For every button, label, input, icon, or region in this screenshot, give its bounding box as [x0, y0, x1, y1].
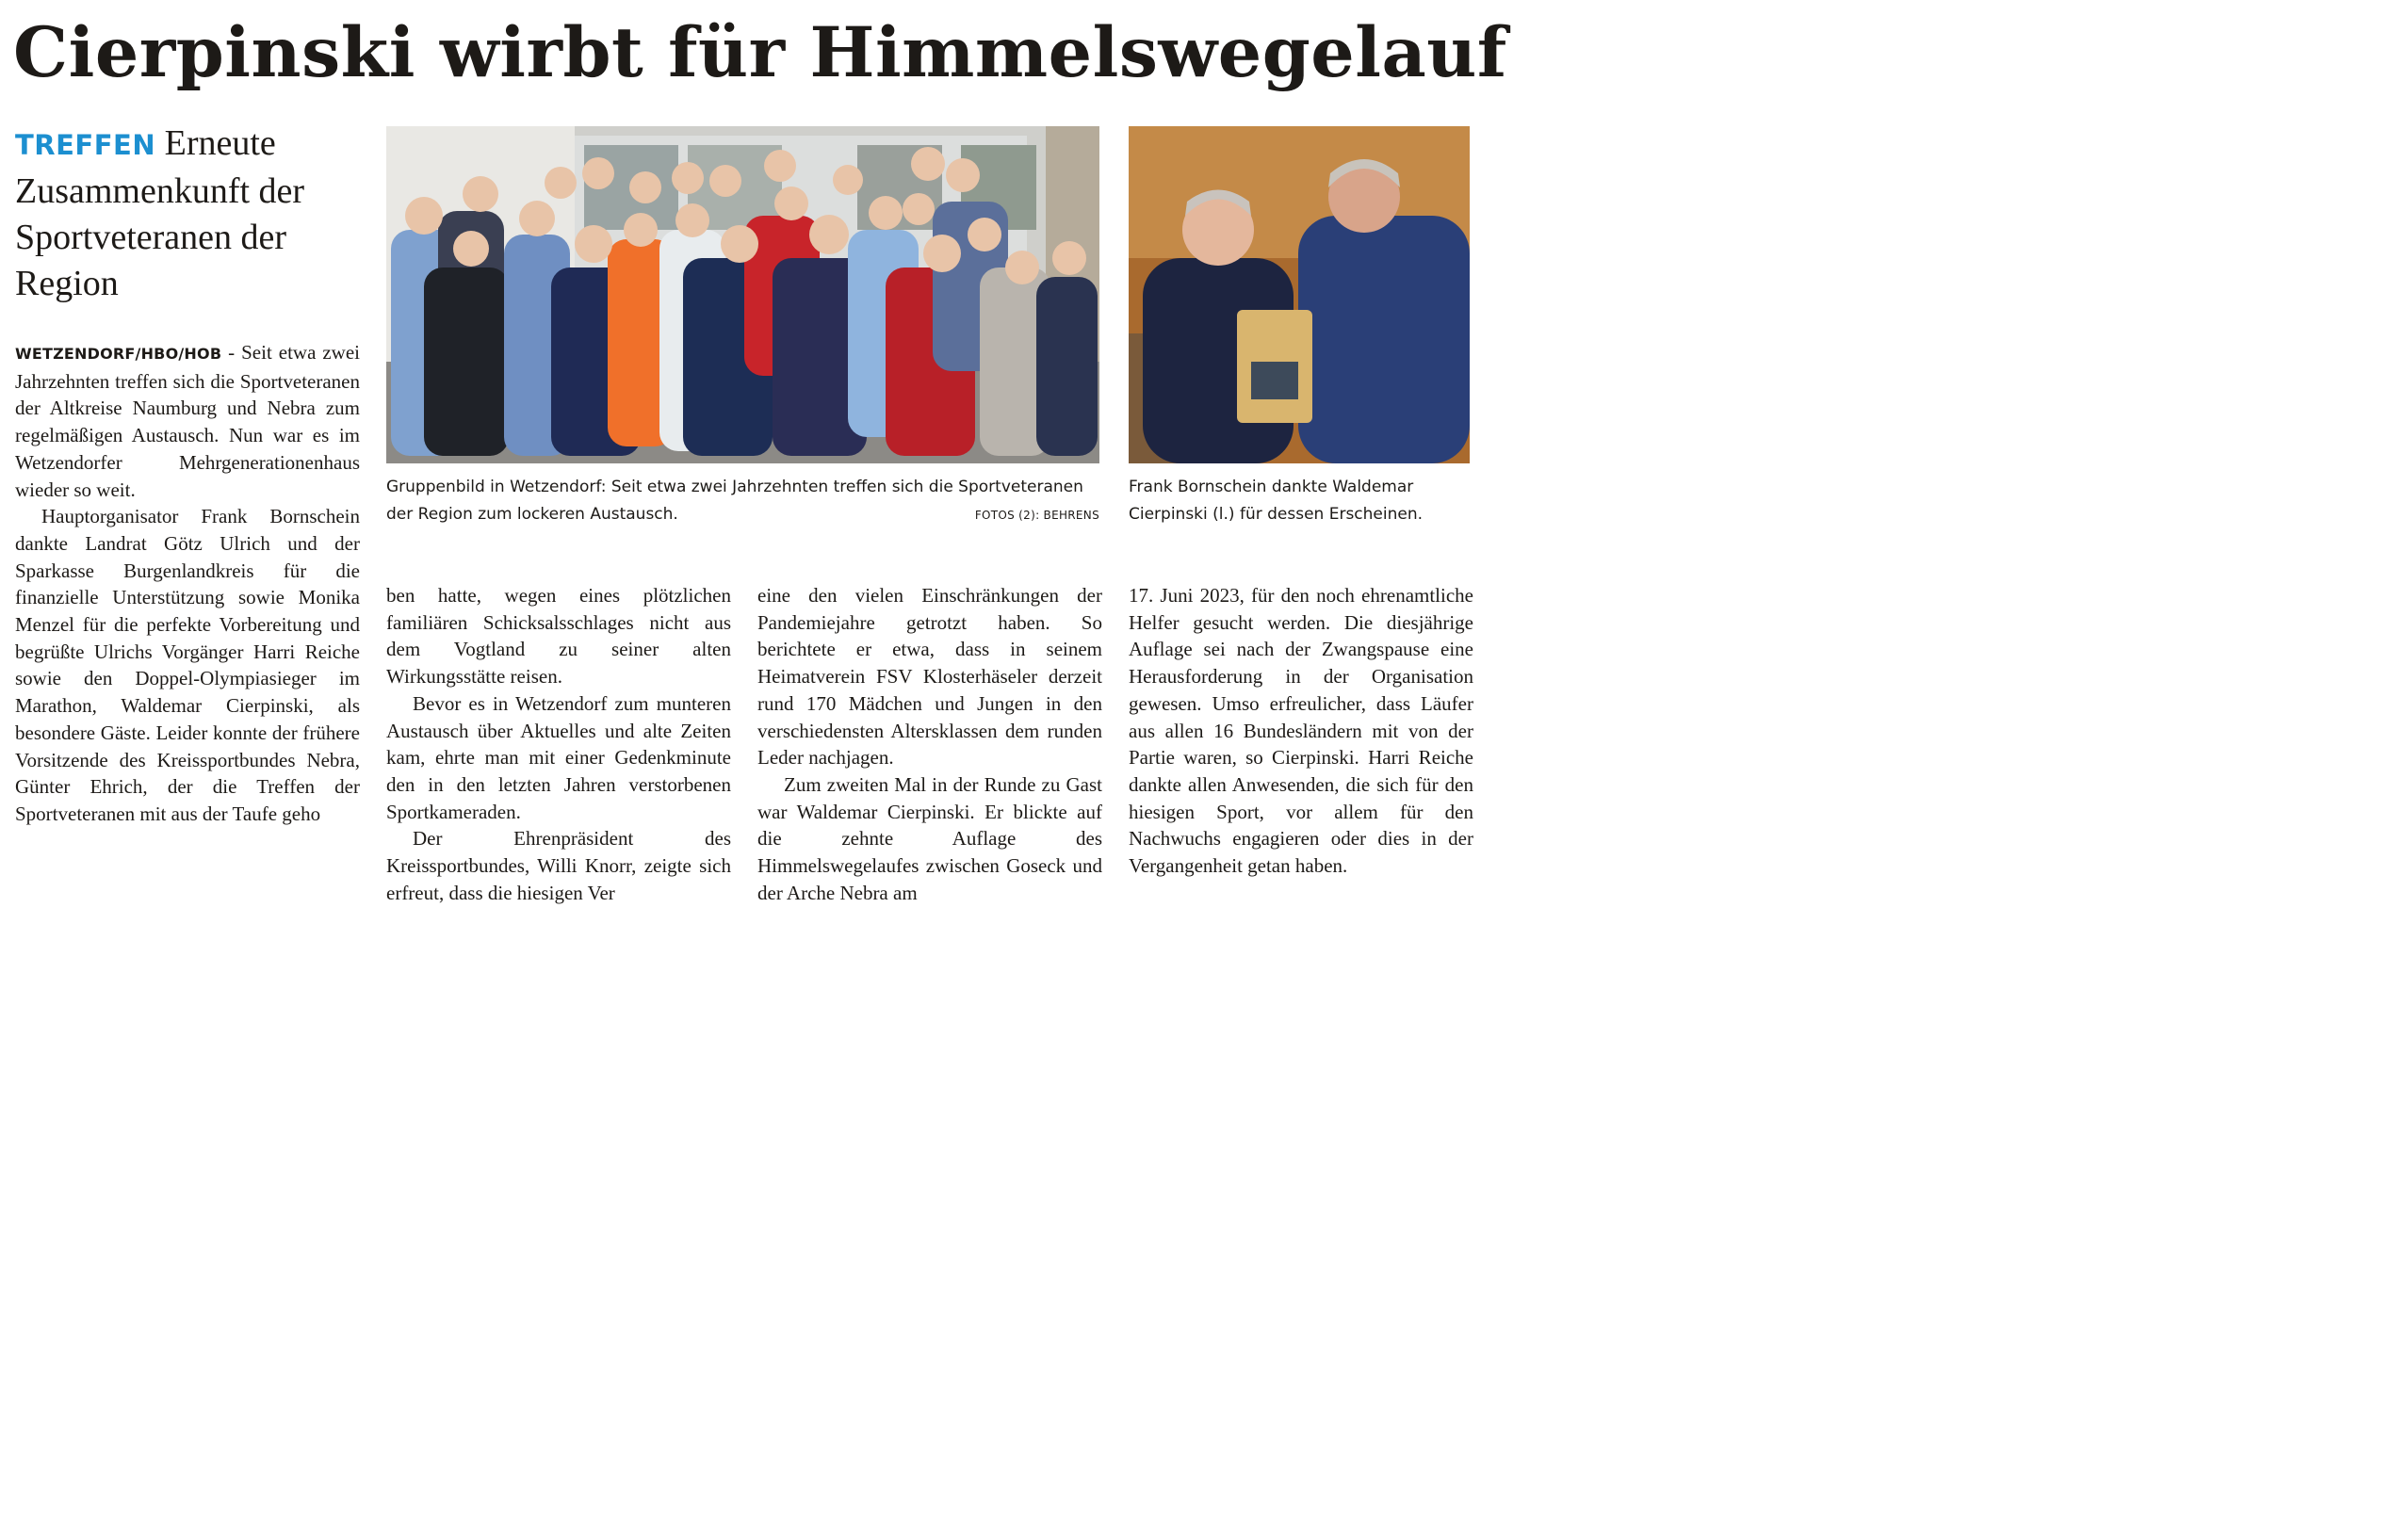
article-paragraph: Hauptorganisator Frank Bornschein dankte Landrat Götz Ulrich und der Sparkasse Burgenlandkreis für die finanzielle Unterstützung sowie Monika Menzel für die perfekte Vorbereitung und begrüßte Ulrichs Vorgänger Harri Reiche sowie den Doppel-Olympiasieger im Marathon, Waldemar Cierpinski, als besondere Gäste. Leider konnte der frühere Vorsitzende des Kreissportbundes Nebra, Günter Ehrich, der die Treffen der Sportveteranen mit aus der Taufe geho: [15, 505, 360, 825]
lead-text: - Seit etwa zwei Jahrzehnten treffen sich die Sportveteranen der Altkreise Naumburg und Nebra zum regelmäßigen Austausch. Nun war es im Wetzendorfer Mehrgenerationenhaus wieder so weit.: [15, 341, 360, 501]
handover-photo-image: [1129, 126, 1470, 463]
article-paragraph: 17. Juni 2023, für den noch ehrenamtliche Helfer gesucht werden. Die diesjährige Auflage sei nach der Zwangspause eine Herausforderung in der Organisation gewesen. Umso erfreulicher, dass Läufer aus allen 16 Bundesländern mit von der Partie waren, so Cierpinski. Harri Reiche dankte allen Anwesenden, die sich für den hiesigen Sport, vor allem für den Nachwuchs engagieren oder dies in der Vergangenheit getan haben.: [1129, 584, 1473, 878]
article-column-3: [757, 582, 1102, 906]
group-photo-image: [386, 126, 1099, 463]
subheadline: [15, 121, 364, 307]
article-paragraph: Der Ehrenpräsident des Kreissportbundes, Willi Knorr, zeigte sich erfreut, dass die hiesigen Ver: [386, 827, 731, 904]
photo-credit: FOTOS (2): BEHRENS: [974, 509, 1099, 522]
article-paragraph: Zum zweiten Mal in der Runde zu Gast war Waldemar Cierpinski. Er blickte auf die zehnte Auflage des Himmelswegelaufes zwischen Goseck und der Arche Nebra am: [757, 772, 1102, 904]
handover-photo-caption: [1129, 474, 1473, 528]
article-column-2: [386, 582, 731, 906]
article-column-4: [1129, 582, 1473, 880]
subheadline-text: Erneute Zusammenkunft der Sportveteranen der Region: [15, 123, 305, 303]
article-paragraph: eine den vielen Einschränkungen der Pandemiejahre getrotzt haben. So berichtete er etwa, dass in seinem Heimatverein FSV Klosterhäseler derzeit rund 170 Mädchen und Jungen in den verschiedensten Altersklassen dem runden Leder nachjagen.: [757, 584, 1102, 770]
group-photo: [386, 126, 1099, 463]
kicker-label: TREFFEN: [15, 129, 156, 161]
headline: Cierpinski wirbt für Himmelswegelauf: [13, 12, 1507, 93]
article-paragraph: Bevor es in Wetzendorf zum munteren Austausch über Aktuelles und alte Zeiten kam, ehrte man mit einer Gedenkminute den in den letzten Jahren verstorbenen Sportkameraden.: [386, 691, 731, 823]
dateline: WETZENDORF/HBO/HOB: [15, 345, 222, 363]
handover-photo: [1129, 126, 1470, 463]
handover-photo-caption-text: Frank Bornschein dankte Waldemar Cierpinski (l.) für dessen Erscheinen.: [1129, 478, 1424, 524]
article-column-1: [15, 339, 360, 828]
article-lead-paragraph: [15, 339, 360, 503]
group-photo-caption-text: Gruppenbild in Wetzendorf: Seit etwa zwei Jahrzehnten treffen sich die Sportveteranen der Region zum lockeren Austausch.: [386, 478, 1083, 524]
article-paragraph: ben hatte, wegen eines plötzlichen familiären Schicksalsschlages nicht aus dem Vogtland zu seiner alten Wirkungsstätte reisen.: [386, 584, 731, 689]
